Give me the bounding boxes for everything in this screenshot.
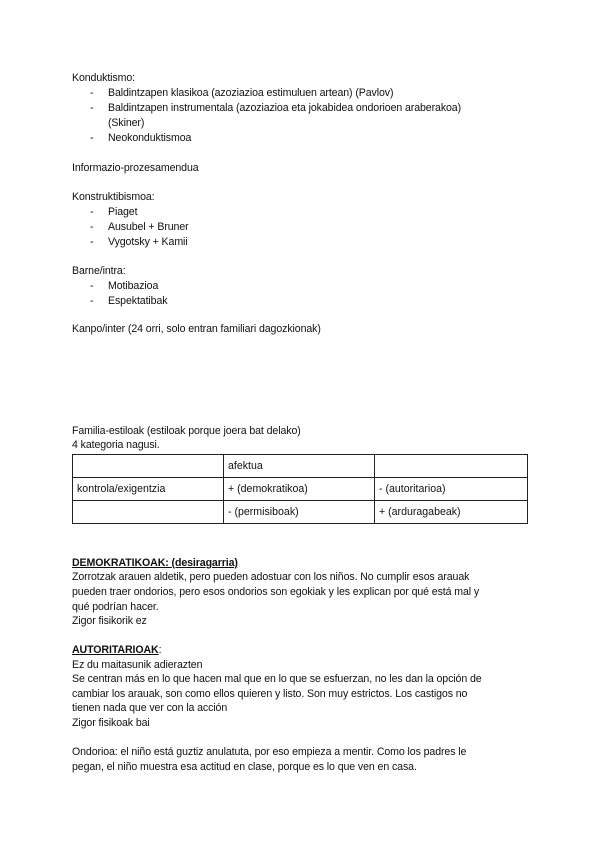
bullet-dash: - [90, 132, 94, 144]
familia-line1: Familia-estiloak (estiloak porque joera bat delako) [72, 425, 301, 437]
bullet-dash: - [90, 295, 94, 307]
list-item: Baldintzapen klasikoa (azoziazioa estimuluen artean) (Pavlov) [108, 87, 394, 99]
informazio-title: Informazio-prozesamendua [72, 162, 199, 174]
bullet-dash: - [90, 206, 94, 218]
table-row [73, 501, 528, 524]
konstruktibismoa-title: Konstruktibismoa: [72, 191, 155, 203]
table-row [73, 455, 528, 478]
bullet-dash: - [90, 87, 94, 99]
table-cell: + (demokratikoa) [224, 478, 375, 501]
table-cell: + (arduragabeak) [375, 501, 528, 524]
table-cell [375, 455, 528, 478]
paragraph-line: qué podrían hacer. [72, 601, 159, 613]
bullet-dash: - [90, 221, 94, 233]
list-item: Ausubel + Bruner [108, 221, 189, 233]
heading-colon: : [158, 644, 162, 656]
list-item: Piaget [108, 206, 138, 218]
bullet-dash: - [90, 102, 94, 114]
paragraph-line: Ez du maitasunik adierazten [72, 659, 203, 671]
paragraph-line: cambiar los arauak, son como ellos quieren y listo. Son muy estrictos. Los castigos no [72, 688, 468, 700]
table-cell [73, 501, 224, 524]
paragraph-line: tienen nada que ver con la acción [72, 702, 228, 714]
autoritarioak-heading: AUTORITARIOAK [72, 644, 159, 656]
list-item: Baldintzapen instrumentala (azoziazioa eta jokabidea ondorioen araberakoa) [108, 102, 462, 114]
paragraph-line: Se centran más en lo que hacen mal que en lo que se esfuerzan, no les dan la opción de [72, 673, 482, 685]
bullet-dash: - [90, 236, 94, 248]
list-item: Espektatibak [108, 295, 168, 307]
paragraph-line: Ondorioa: el niño está guztiz anulatuta, por eso empieza a mentir. Como los padres le [72, 746, 467, 758]
list-item: Motibazioa [108, 280, 159, 292]
table-cell: - (permisiboak) [224, 501, 375, 524]
paragraph-line: Zorrotzak arauen aldetik, pero pueden adostuar con los niños. No cumplir esos arauak [72, 571, 470, 583]
familia-estiloak-table [72, 454, 528, 524]
table-cell: afektua [224, 455, 375, 478]
demokratikoak-heading: DEMOKRATIKOAK: (desiragarria) [72, 557, 238, 569]
paragraph-line: pueden traer ondorios, pero esos ondorios son egokiak y les explican por qué está mal y [72, 586, 480, 598]
table-row [73, 478, 528, 501]
paragraph-line: Zigor fisikoak bai [72, 717, 150, 729]
table-cell: kontrola/exigentzia [73, 478, 224, 501]
paragraph-line: Zigor fisikorik ez [72, 615, 147, 627]
list-item-continuation: (Skiner) [108, 117, 145, 129]
paragraph-line: pegan, el niño muestra esa actitud en clase, porque es lo que ven en casa. [72, 761, 417, 773]
table-cell [73, 455, 224, 478]
familia-line2: 4 kategoria nagusi. [72, 439, 160, 451]
list-item: Vygotsky + Kamii [108, 236, 188, 248]
bullet-dash: - [90, 280, 94, 292]
konduktismo-title: Konduktismo: [72, 72, 135, 84]
barne-title: Barne/intra: [72, 265, 126, 277]
table-cell: - (autoritarioa) [375, 478, 528, 501]
list-item: Neokonduktismoa [108, 132, 192, 144]
kanpo-title: Kanpo/inter (24 orri, solo entran familiari dagozkionak) [72, 323, 321, 335]
autoritarioak-heading-row [72, 643, 161, 657]
